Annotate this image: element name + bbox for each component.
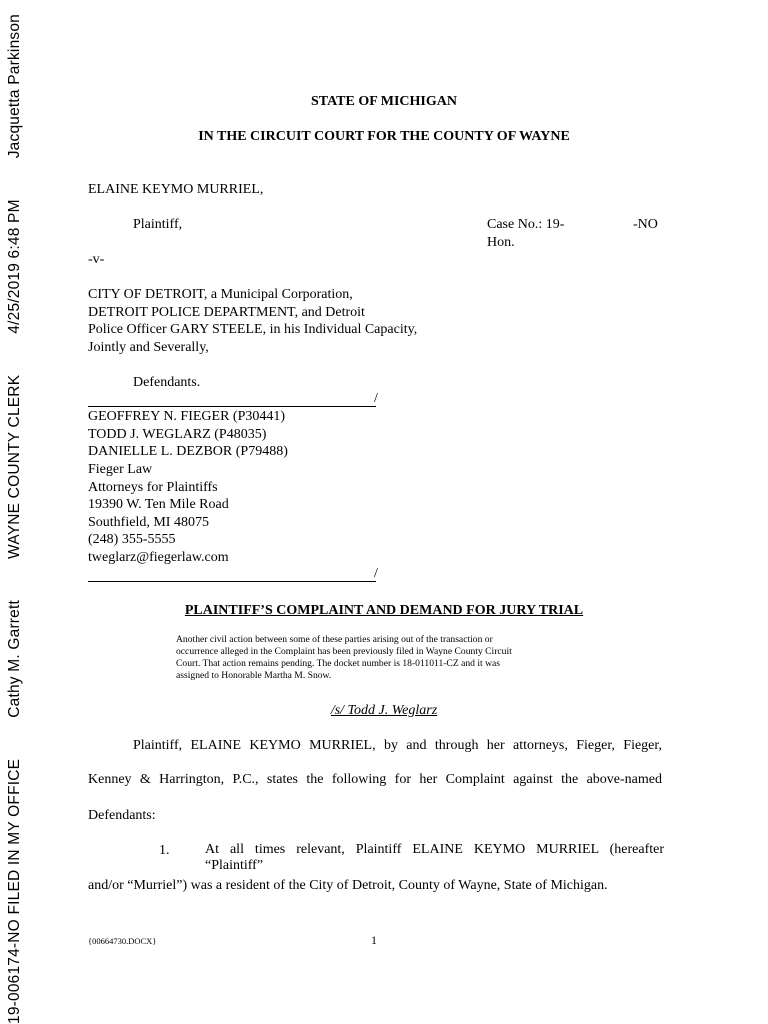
filing-stamp [0,0,30,1024]
stamp-datetime: 4/25/2019 6:48 PM [6,199,23,334]
caption-slash: / [374,391,378,406]
defendant-role: Defendants. [133,375,201,390]
defendant-line: DETROIT POLICE DEPARTMENT, and Detroit [88,305,365,320]
defendant-line: Jointly and Severally, [88,340,209,355]
footer-doc-id: {00664730.DOCX} [88,936,157,946]
stamp-case-filed: 19-006174-NO FILED IN MY OFFICE [6,758,23,1024]
intro-line: Kenney & Harrington, P.C., states the following for her Complaint against the above-named [88,772,662,787]
state-heading: STATE OF MICHIGAN [311,94,457,109]
paragraph-text: and/or “Murriel”) was a resident of the City of Detroit, County of Wayne, State of Michigan. [88,878,608,893]
attorney-signature: /s/ Todd J. Weglarz [330,703,438,718]
judge-label: Hon. [487,235,515,250]
attorney-line: GEOFFREY N. FIEGER (P30441) [88,409,286,424]
attorney-line: Southfield, MI 48075 [88,515,209,530]
case-number-suffix: -NO [633,217,658,232]
intro-line: Defendants: [88,808,156,823]
attorney-slash: / [374,566,378,581]
stamp-clerk-title: WAYNE COUNTY CLERK [6,374,23,559]
paragraph-number: 1. [159,843,170,858]
related-action-notice: Another civil action between some of these parties arising out of the transaction or occurrence alleged in the Complaint has been previously filed in Wayne County Circuit Court. That action remains pending. The docket number is 18-011011-CZ and it was assigned to Honorable Martha M. Snow. [176,634,512,681]
paragraph-text: At all times relevant, Plaintiff ELAINE KEYMO MURRIEL (hereafter “Plaintiff” [205,842,664,873]
attorney-line: 19390 W. Ten Mile Road [88,497,229,512]
attorney-line: DANIELLE L. DEZBOR (P79488) [88,444,288,459]
stamp-clerk-name: Cathy M. Garrett [6,599,23,718]
defendant-line: Police Officer GARY STEELE, in his Individual Capacity, [88,322,418,337]
attorney-line: (248) 355-5555 [88,532,176,547]
plaintiff-role: Plaintiff, [133,217,183,232]
attorney-divider [88,581,376,582]
versus: -v- [88,252,105,267]
court-heading: IN THE CIRCUIT COURT FOR THE COUNTY OF WAYNE [198,129,570,144]
page-number: 1 [371,933,377,947]
attorney-line: Attorneys for Plaintiffs [88,480,218,495]
intro-line: Plaintiff, ELAINE KEYMO MURRIEL, by and through her attorneys, Fieger, Fieger, [133,738,662,753]
case-number-label: Case No.: 19- [487,217,565,232]
stamp-deputy: Jacquetta Parkinson [6,14,23,159]
attorney-line: Fieger Law [88,462,153,477]
plaintiff-name: ELAINE KEYMO MURRIEL, [88,182,264,197]
attorney-line: TODD J. WEGLARZ (P48035) [88,427,267,442]
complaint-title: PLAINTIFF’S COMPLAINT AND DEMAND FOR JURY TRIAL [184,603,584,618]
defendant-line: CITY OF DETROIT, a Municipal Corporation, [88,287,353,302]
attorney-email: tweglarz@fiegerlaw.com [88,550,229,565]
caption-divider [88,406,376,407]
